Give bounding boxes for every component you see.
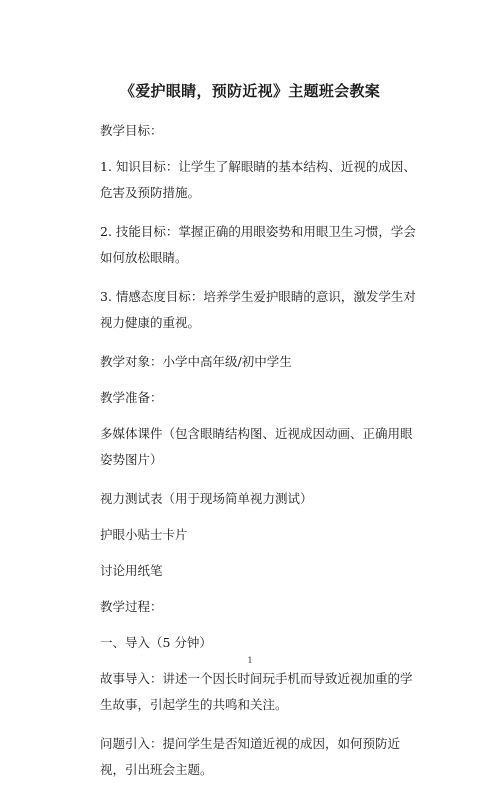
- intro-question: 问题引入：提问学生是否知道近视的成因，如何预防近视，引出班会主题。: [100, 736, 401, 777]
- intro-story: 故事导入：讲述一个因长时间玩手机而导致近视加重的学生故事，引起学生的共鸣和关注。: [100, 671, 413, 712]
- preparation-tip-cards: 护眼小贴士卡片: [100, 527, 188, 542]
- document-title: 《爱护眼睛，预防近视》主题班会教案: [119, 82, 381, 100]
- preparation-paper-pens: 讨论用纸笔: [100, 563, 163, 578]
- section-heading-objectives: 教学目标：: [100, 123, 163, 138]
- preparation-vision-chart: 视力测试表（用于现场简单视力测试）: [100, 491, 313, 506]
- section-heading-process: 教学过程：: [100, 599, 163, 614]
- objective-knowledge: 1. 知识目标：让学生了解眼睛的基本结构、近视的成因、危害及预防措施。: [100, 159, 416, 200]
- document-body: [100, 118, 422, 796]
- section-heading-preparation: 教学准备：: [100, 390, 163, 405]
- page-number: 1: [247, 656, 253, 665]
- teaching-audience: 教学对象：小学中高年级/初中学生: [100, 354, 292, 369]
- process-step-intro: 一、导入（5 分钟）: [100, 635, 212, 650]
- objective-attitude: 3. 情感态度目标：培养学生爱护眼睛的意识，激发学生对视力健康的重视。: [100, 289, 416, 330]
- preparation-multimedia: 多媒体课件（包含眼睛结构图、近视成因动画、正确用眼姿势图片）: [100, 426, 413, 467]
- objective-skill: 2. 技能目标：掌握正确的用眼姿势和用眼卫生习惯，学会如何放松眼睛。: [100, 224, 416, 265]
